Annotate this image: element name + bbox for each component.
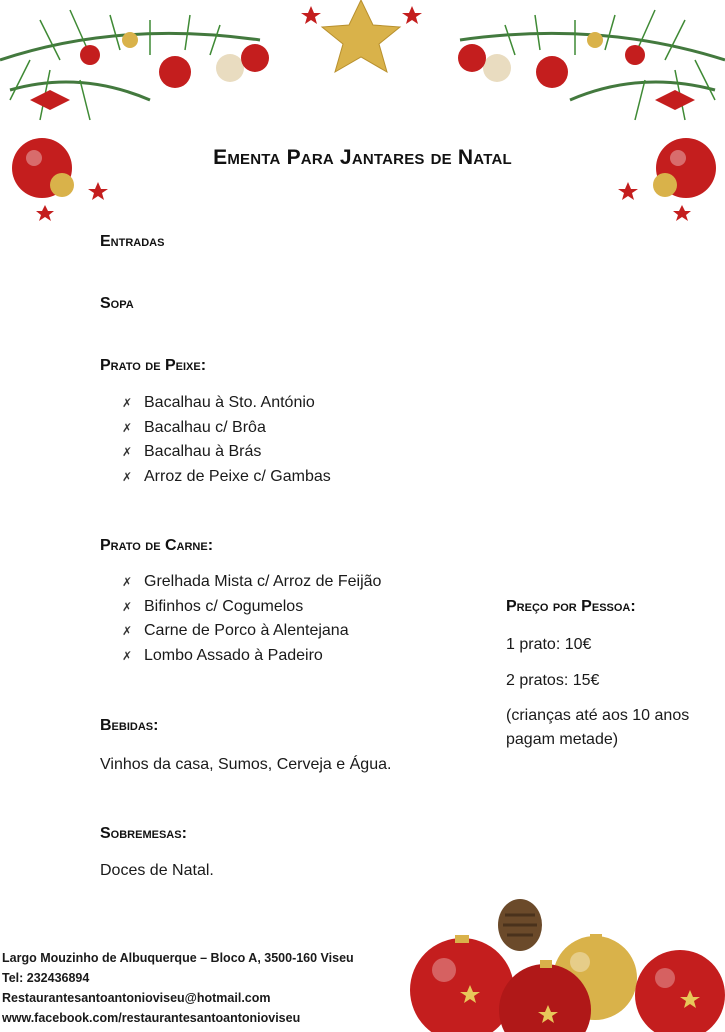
list-item: ✗ Lombo Assado à Padeiro bbox=[122, 644, 381, 669]
list-item: ✗ Bacalhau c/ Brôa bbox=[122, 416, 331, 441]
carne-list bbox=[122, 570, 381, 668]
list-item: ✗ Carne de Porco à Alentejana bbox=[122, 619, 381, 644]
list-item: ✗ Bifinhos c/ Cogumelos bbox=[122, 595, 381, 620]
section-peixe-heading: Prato de Peixe: bbox=[100, 357, 207, 374]
footer-address: Largo Mouzinho de Albuquerque – Bloco A, 3500-160 Viseu bbox=[2, 951, 354, 965]
page-title: Ementa Para Jantares de Natal bbox=[213, 146, 512, 169]
price-heading: Preço por Pessoa: bbox=[506, 598, 636, 615]
bullet-icon: ✗ bbox=[122, 624, 133, 638]
footer-email[interactable]: Restaurantesantoantonioviseu@hotmail.com bbox=[2, 991, 271, 1005]
list-item: ✗ Grelhada Mista c/ Arroz de Feijão bbox=[122, 570, 381, 595]
christmas-garland-top bbox=[0, 0, 725, 230]
section-sobremesas-heading: Sobremesas: bbox=[100, 825, 187, 842]
price-note-line1: (crianças até aos 10 anos bbox=[506, 707, 690, 724]
bebidas-text: Vinhos da casa, Sumos, Cerveja e Água. bbox=[100, 756, 392, 773]
list-item: ✗ Bacalhau à Sto. António bbox=[122, 391, 331, 416]
section-entradas: Entradas bbox=[100, 233, 165, 250]
price-two-dishes: 2 pratos: 15€ bbox=[506, 672, 600, 689]
bullet-icon: ✗ bbox=[122, 420, 133, 435]
bullet-icon: ✗ bbox=[122, 469, 133, 484]
footer-phone: Tel: 232436894 bbox=[2, 971, 90, 985]
section-bebidas-heading: Bebidas: bbox=[100, 717, 159, 734]
footer-facebook[interactable]: www.facebook.com/restaurantesantoantonioviseu bbox=[2, 1011, 301, 1025]
peixe-list bbox=[122, 391, 331, 489]
sobremesas-text: Doces de Natal. bbox=[100, 862, 214, 879]
list-item: ✗ Bacalhau à Brás bbox=[122, 440, 331, 465]
price-one-dish: 1 prato: 10€ bbox=[506, 636, 592, 653]
bullet-icon: ✗ bbox=[122, 648, 133, 663]
section-carne-heading: Prato de Carne: bbox=[100, 537, 214, 554]
price-note-line2: pagam metade) bbox=[506, 731, 619, 748]
list-item: ✗ Arroz de Peixe c/ Gambas bbox=[122, 465, 331, 490]
section-sopa: Sopa bbox=[100, 295, 134, 312]
bullet-icon: ✗ bbox=[122, 575, 133, 589]
bullet-icon: ✗ bbox=[122, 445, 133, 459]
bullet-icon: ✗ bbox=[122, 599, 133, 614]
bullet-icon: ✗ bbox=[122, 396, 133, 410]
footer-contact bbox=[2, 948, 354, 1028]
